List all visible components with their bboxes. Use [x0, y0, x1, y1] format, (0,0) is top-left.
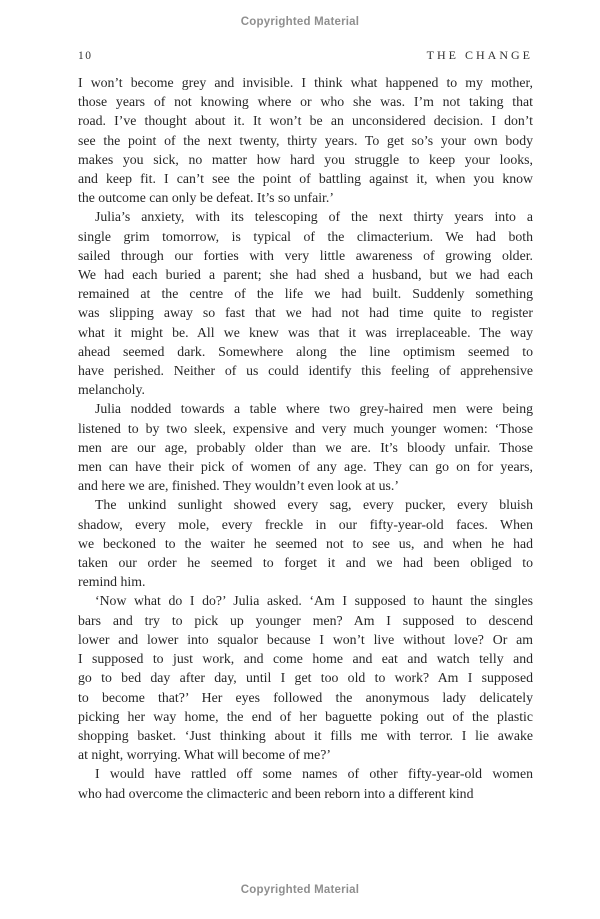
- text-line: melancholy.: [78, 382, 145, 398]
- text-line: We had each buried a parent; she had shed a husband, but we had each: [78, 267, 533, 283]
- text-line: ahead seemed dark. Somewhere along the line optimism seemed to: [78, 343, 533, 359]
- page-header: [78, 48, 533, 63]
- text-line: shadow, every mole, every freckle in our fifty-year-old faces. When: [78, 516, 533, 532]
- paragraph: [78, 495, 533, 591]
- page-body: [78, 73, 533, 803]
- text-line: at night, worrying. What will become of me?’: [78, 747, 331, 763]
- text-line: Julia nodded towards a table where two grey-haired men were being: [95, 401, 533, 417]
- text-line: men are our age, probably older than we are. It’s bloody unfair. Those: [78, 439, 533, 455]
- text-line: sailed through our forties with very little awareness of growing older.: [78, 247, 533, 263]
- paragraph: [78, 764, 533, 802]
- text-line: road. I’ve thought about it. It won’t be an unconsidered decision. I don’t: [78, 113, 533, 129]
- text-line: go to bed day after day, until I get too old to work? Am I supposed: [78, 670, 533, 686]
- paragraph: [78, 591, 533, 764]
- text-line: Julia’s anxiety, with its telescoping of the next thirty years into a: [95, 209, 533, 225]
- text-line: the outcome can only be defeat. It’s so unfair.’: [78, 190, 334, 206]
- running-title: THE CHANGE: [426, 48, 533, 62]
- text-line: men can have their pick of women of any age. They can go on for years,: [78, 459, 533, 475]
- text-line: see the point of the next twenty, thirty years. To get so’s your own body: [78, 132, 533, 148]
- text-line: taken our order he seemed to forget it and we had been obliged to: [78, 555, 533, 571]
- text-line: I won’t become grey and invisible. I think what happened to my mother,: [78, 75, 533, 90]
- text-line: remind him.: [78, 574, 146, 590]
- text-line: remained at the centre of the life we had built. Suddenly something: [78, 286, 533, 302]
- text-line: to become that?’ Her eyes followed the anonymous lady delicately: [78, 689, 533, 705]
- text-line: and here we are, finished. They wouldn’t even look at us.’: [78, 478, 399, 494]
- paragraph: [78, 399, 533, 495]
- text-line: those years of not knowing where or who she was. I’m not taking that: [78, 94, 533, 110]
- text-line: I supposed to just work, and come home and eat and watch telly and: [78, 651, 533, 667]
- paragraph: [78, 207, 533, 399]
- text-line: shopping basket. ‘Just thinking about it fills me with terror. I lie awake: [78, 727, 533, 743]
- text-line: ‘Now what do I do?’ Julia asked. ‘Am I supposed to haunt the singles: [95, 593, 533, 609]
- text-line: we beckoned to the waiter he seemed not to see us, and when he had: [78, 535, 533, 551]
- text-line: single grim tomorrow, is typical of the climacterium. We had both: [78, 228, 533, 244]
- text-line: picking her way home, the end of her baguette poking out of the plastic: [78, 708, 533, 724]
- text-line: and keep fit. I can’t see the point of battling against it, when you know: [78, 171, 533, 187]
- text-line: who had overcome the climacteric and been reborn into a different kind: [78, 785, 474, 801]
- copyright-watermark-bottom: Copyrighted Material: [240, 884, 360, 896]
- text-line: have perished. Neither of us could identify this feeling of apprehensive: [78, 363, 533, 379]
- text-line: The unkind sunlight showed every sag, every pucker, every bluish: [95, 497, 533, 513]
- copyright-watermark-top: Copyrighted Material: [240, 16, 360, 28]
- text-line: lower and lower into squalor because I won’t live without love? Or am: [78, 631, 533, 647]
- text-line: makes you sick, no matter how hard you struggle to keep your looks,: [78, 151, 533, 167]
- paragraph: [78, 73, 533, 207]
- text-line: bars and try to pick up younger men? Am I supposed to descend: [78, 612, 533, 628]
- text-line: listened to by two sleek, expensive and very much younger women: ‘Those: [78, 420, 533, 436]
- text-line: what it might be. All we knew was that it was irreplaceable. The way: [78, 324, 533, 340]
- page-number: 10: [78, 50, 93, 62]
- text-line: I would have rattled off some names of other fifty-year-old women: [95, 766, 533, 782]
- text-line: was slipping away so fast that we had not had time quite to register: [78, 305, 533, 321]
